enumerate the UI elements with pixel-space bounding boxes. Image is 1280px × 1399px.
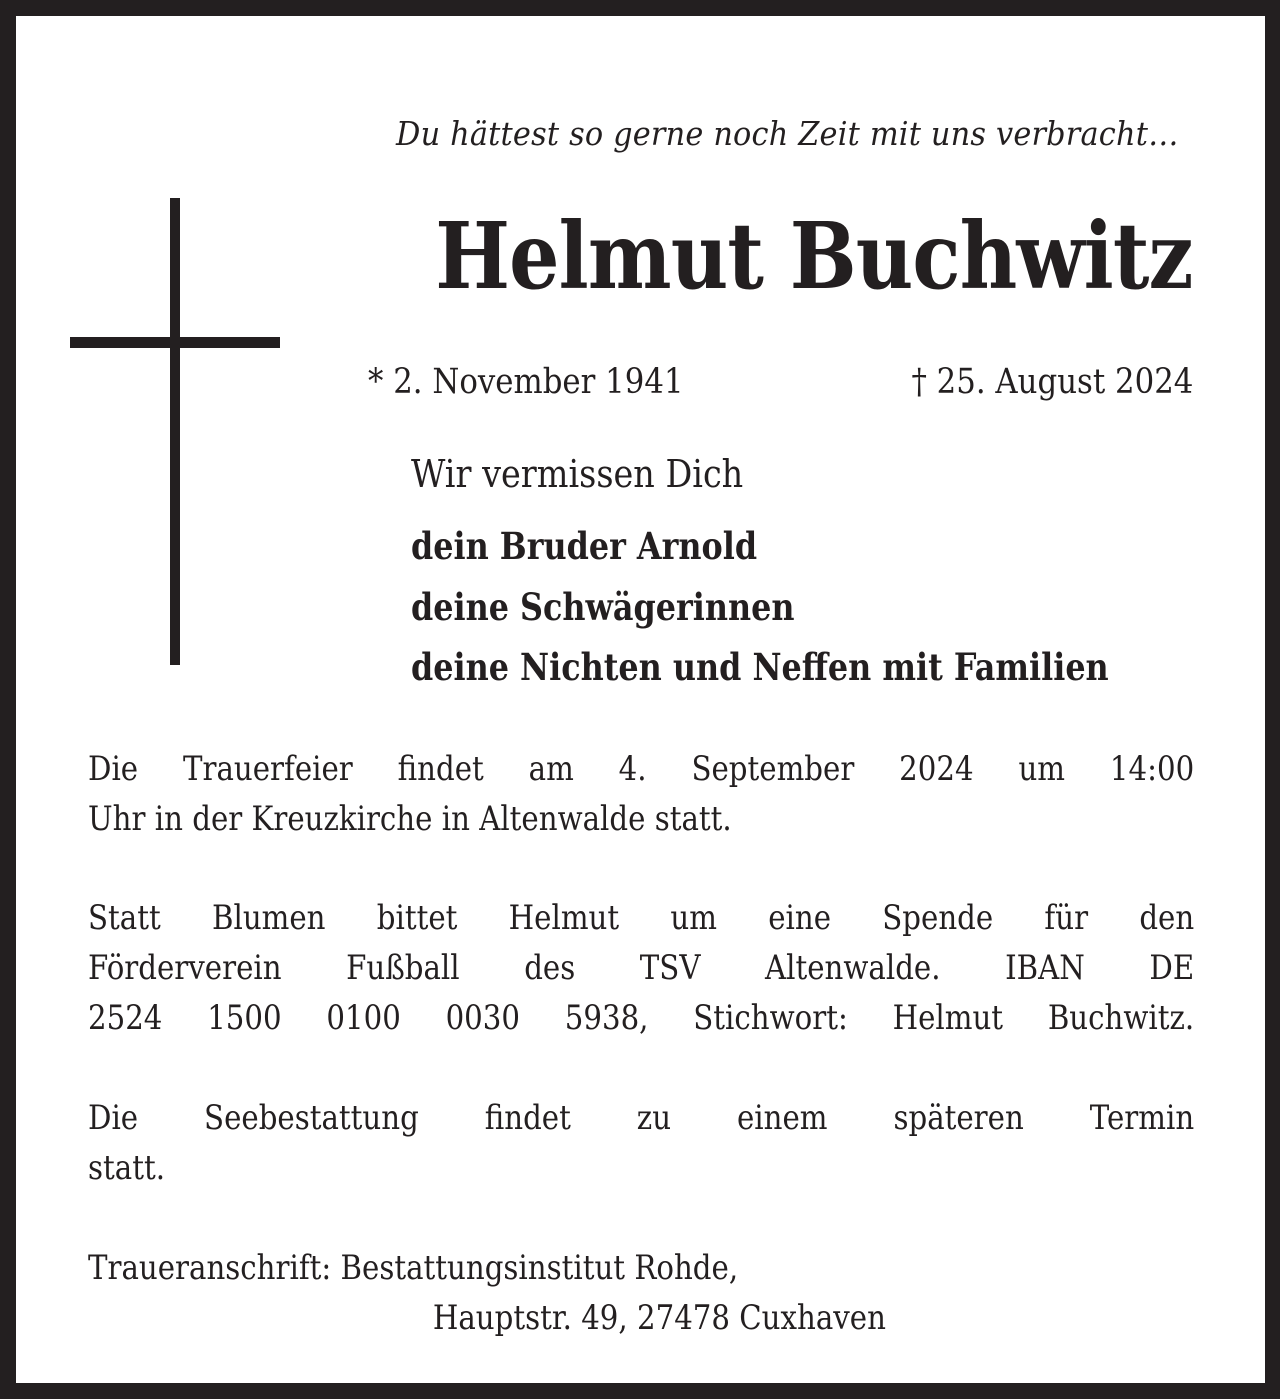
address-row-1 [88,1243,886,1293]
paragraph-line: Die Trauerfeier findet am 4. September 2024 um 14:00 [88,749,1195,789]
cross-vertical-bar [170,198,180,665]
family-member-line: deine Nichten und Neffen mit Familien [411,645,1109,689]
motto-line: Du hättest so gerne noch Zeit mit uns verbracht… [396,114,1179,153]
donation-paragraph [88,893,1194,1043]
obituary-notice [16,16,1265,1383]
family-member-line: deine Schwägerinnen [411,585,795,629]
cross-horizontal-bar [70,337,280,348]
address-label: Traueranschrift: [88,1248,332,1288]
paragraph-line: Förderverein Fußball des TSV Altenwalde. IBAN DE [88,948,1195,988]
family-member-line: dein Bruder Arnold [411,524,758,568]
deceased-name: Helmut Buchwitz [435,202,1193,310]
paragraph-line: Die Seebestattung findet zu einem späteren Termin [88,1098,1195,1138]
address-line-1: Bestattungsinstitut Rohde, [340,1248,739,1288]
mourning-address [88,1243,1016,1343]
paragraph-line: Uhr in der Kreuzkirche in Altenwalde statt. [88,799,732,839]
paragraph-line: 2524 1500 0100 0030 5938, Stichwort: Helmut Buchwitz. [88,998,1195,1038]
paragraph-line: statt. [88,1148,165,1188]
funeral-service-paragraph [88,744,1194,844]
paragraph-line: Statt Blumen bittet Helmut um eine Spende für den [88,898,1195,938]
death-date: † 25. August 2024 [911,362,1193,402]
life-dates [368,362,1193,402]
birth-date: * 2. November 1941 [368,362,684,402]
address-line-2: Hauptstr. 49, 27478 Cuxhaven [432,1298,886,1338]
miss-line: Wir vermissen Dich [411,452,744,496]
sea-burial-paragraph [88,1093,1194,1193]
